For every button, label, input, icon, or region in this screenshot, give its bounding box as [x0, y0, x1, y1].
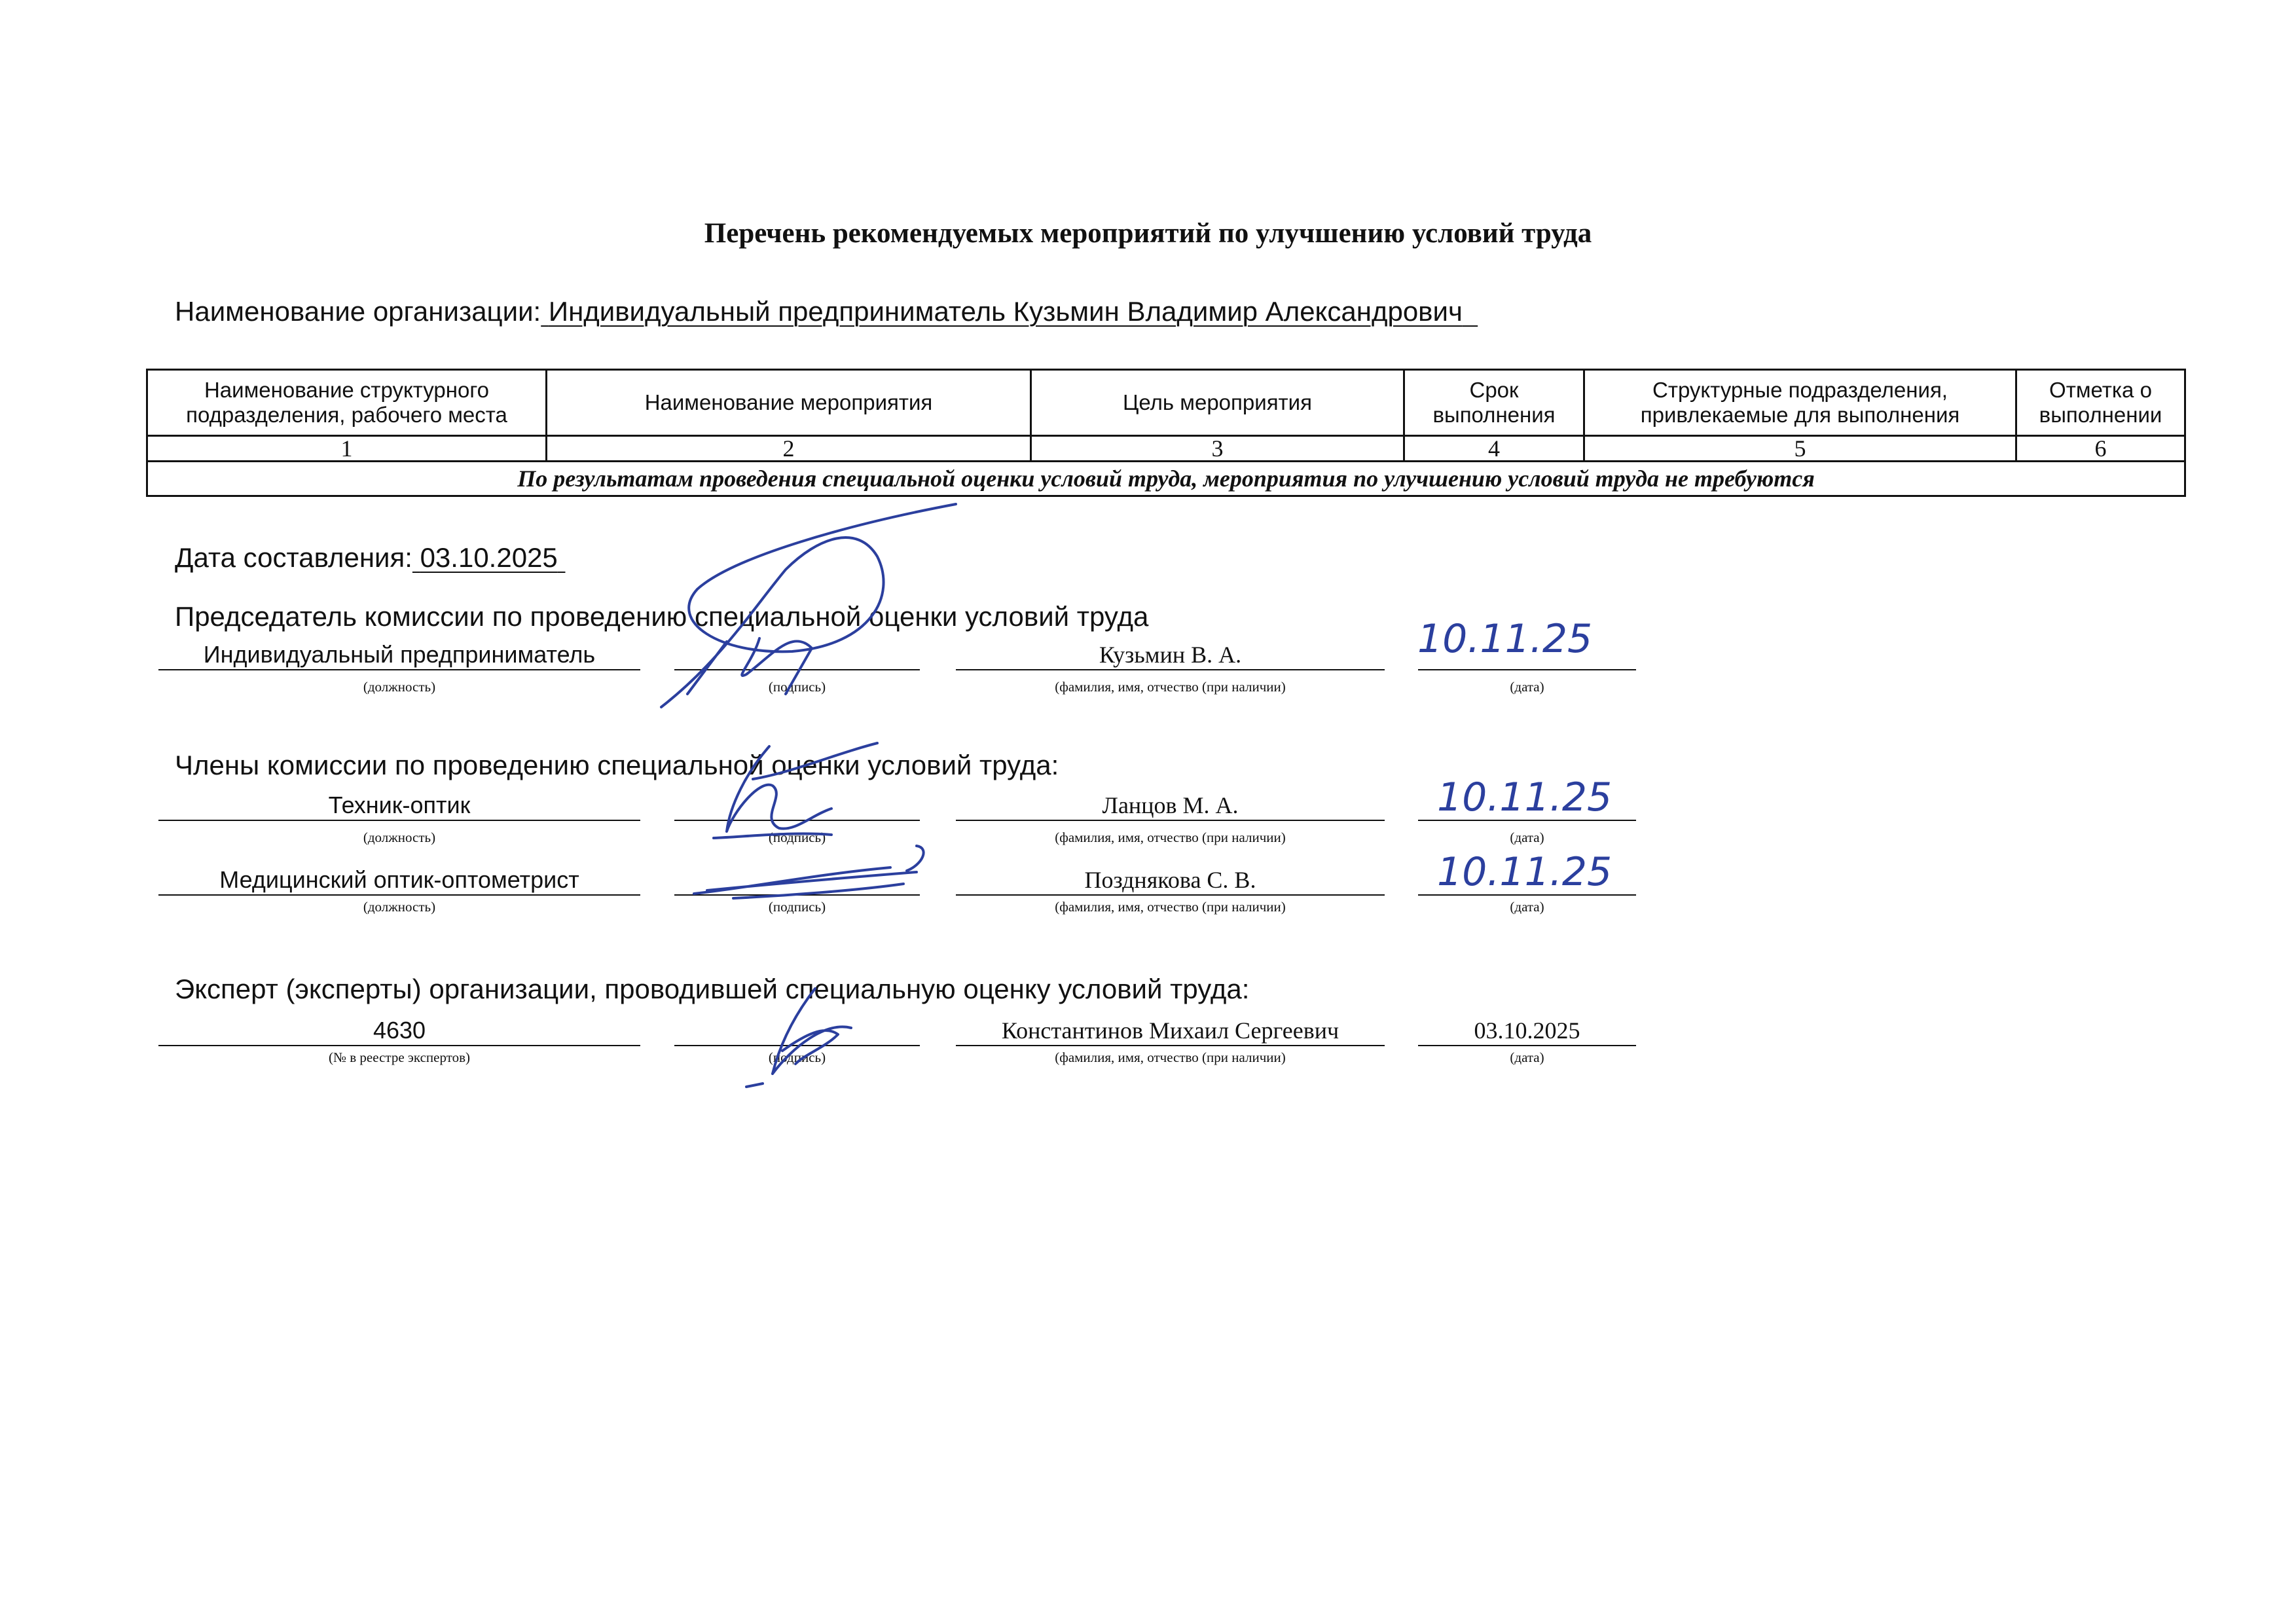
caption-fio: (фамилия, имя, отчество (при наличии) — [1055, 679, 1286, 695]
header-cell-deadline: Срок выполнения — [1404, 370, 1584, 436]
header-cell-unit: Наименование структурного подразделения, рабочего места — [147, 370, 547, 436]
chairman-heading: Председатель комиссии по проведению специальной оценки условий труда — [175, 601, 1149, 632]
compilation-date-value: 03.10.2025 — [420, 542, 558, 573]
caption-date: (дата) — [1510, 679, 1544, 695]
expert-date: 03.10.2025 — [1418, 1016, 1636, 1046]
expert-name: Константинов Михаил Сергеевич — [956, 1016, 1385, 1046]
document-title: Перечень рекомендуемых мероприятий по улучшению условий труда — [704, 218, 1592, 249]
member-2-date-handwritten: 10.11.25 — [1437, 849, 1613, 895]
expert-registry-number: 4630 — [158, 1016, 640, 1046]
member-1-date-handwritten: 10.11.25 — [1437, 775, 1613, 820]
caption-date: (дата) — [1510, 899, 1544, 915]
expert-signature — [746, 989, 851, 1087]
caption-date: (дата) — [1510, 830, 1544, 845]
member-2-name: Позднякова С. В. — [956, 866, 1385, 896]
chairman-signature — [661, 504, 956, 707]
column-number: 6 — [2016, 436, 2185, 462]
chairman-date-handwritten: 10.11.25 — [1417, 616, 1593, 662]
member-1-position: Техник-оптик — [158, 791, 640, 821]
caption-date: (дата) — [1510, 1049, 1544, 1065]
column-number: 5 — [1584, 436, 2016, 462]
caption-signature: (подпись) — [768, 830, 826, 845]
organization-label: Наименование организации: — [175, 296, 541, 327]
chairman-position: Индивидуальный предприниматель — [158, 640, 640, 670]
organization-name: Индивидуальный предприниматель Кузьмин Владимир Александрович — [548, 296, 1463, 327]
header-cell-mark: Отметка о выполнении — [2016, 370, 2185, 436]
member-1-name: Ланцов М. А. — [956, 791, 1385, 821]
chairman-name: Кузьмин В. А. — [956, 640, 1385, 670]
member-2-position: Медицинский оптик-оптометрист — [158, 866, 640, 896]
header-cell-departments: Структурные подразделения, привлекаемые для выполнения — [1584, 370, 2016, 436]
table-note: По результатам проведения специальной оценки условий труда, мероприятия по улучшению условий труда не требуются — [147, 462, 2185, 496]
caption-fio: (фамилия, имя, отчество (при наличии) — [1055, 1049, 1286, 1065]
header-cell-measure: Наименование мероприятия — [547, 370, 1031, 436]
header-cell-goal: Цель мероприятия — [1031, 370, 1404, 436]
caption-position: (должность) — [363, 830, 436, 845]
caption-fio: (фамилия, имя, отчество (при наличии) — [1055, 899, 1286, 915]
expert-heading: Эксперт (эксперты) организации, проводившей специальную оценку условий труда: — [175, 974, 1250, 1004]
column-number: 1 — [147, 436, 547, 462]
caption-position: (должность) — [363, 899, 436, 915]
column-number: 3 — [1031, 436, 1404, 462]
caption-fio: (фамилия, имя, отчество (при наличии) — [1055, 830, 1286, 845]
caption-signature: (подпись) — [768, 899, 826, 915]
caption-signature: (подпись) — [768, 1049, 826, 1065]
caption-registry: (№ в реестре экспертов) — [328, 1049, 471, 1065]
caption-signature: (подпись) — [768, 679, 826, 695]
compilation-date-label: Дата составления: — [175, 542, 412, 573]
member-2-signature — [694, 846, 924, 898]
members-heading: Члены комиссии по проведению специальной оценки условий труда: — [175, 750, 1059, 780]
column-number: 2 — [547, 436, 1031, 462]
column-number: 4 — [1404, 436, 1584, 462]
member-1-signature — [714, 743, 877, 838]
caption-position: (должность) — [363, 679, 436, 695]
